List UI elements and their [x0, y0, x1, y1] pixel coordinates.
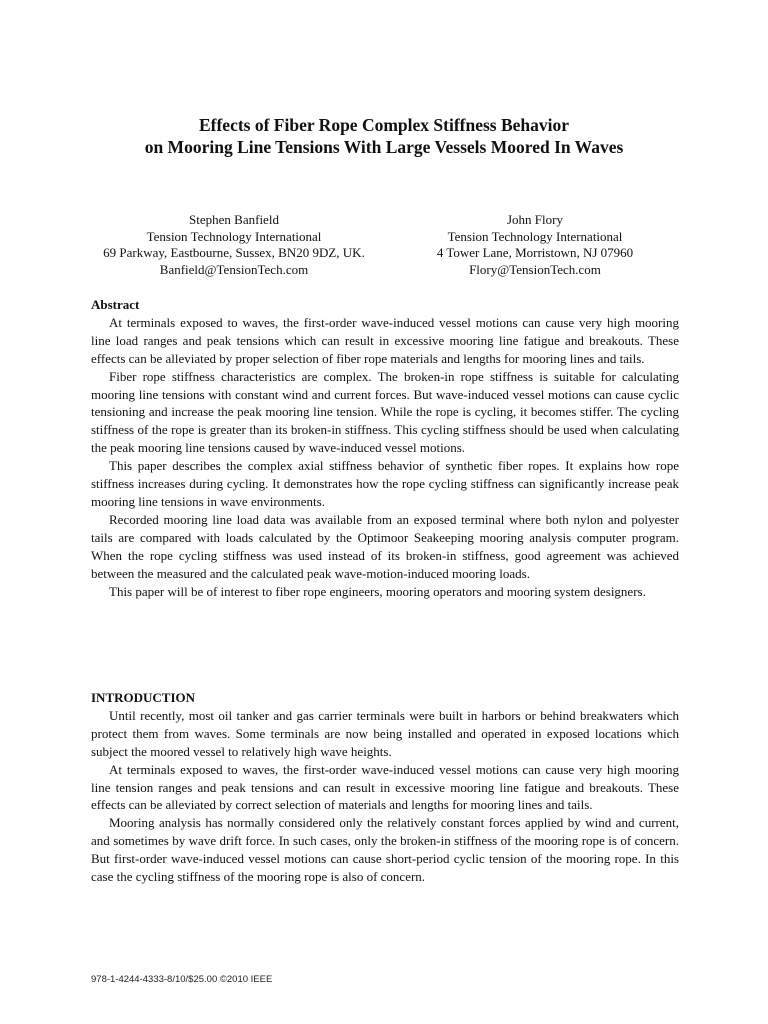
introduction-section — [91, 689, 679, 886]
author-email: Flory@TensionTech.com — [469, 261, 601, 277]
author-address: 4 Tower Lane, Morristown, NJ 07960 — [436, 245, 634, 261]
author-name: Stephen Banfield — [189, 212, 279, 227]
abstract-section — [91, 296, 679, 600]
author-name: John Flory — [507, 212, 563, 227]
author-block-2 — [365, 212, 705, 278]
author-email: Banfield@TensionTech.com — [159, 261, 309, 277]
abstract-paragraph: Fiber rope stiffness characteristics are complex. The broken-in rope stiffness is suitable for calculating mooring line tensions with constant wind and current forces. But wave-induced vessel motions can cause cyclic tensioning and increase the peak mooring line tension. While the rope is cycling, it becomes stiffer. The cycling stiffness of the rope is greater than its broken-in stiffness. This cycling stiffness should be used when calculating the peak mooring line tensions caused by wave-induced vessel motions. — [91, 368, 679, 456]
copyright-footer: 978-1-4244-4333-8/10/$25.00 ©2010 IEEE — [91, 974, 273, 985]
author-org: Tension Technology International — [146, 228, 322, 244]
abstract-paragraph: This paper will be of interest to fiber rope engineers, mooring operators and mooring system designers. — [109, 583, 646, 599]
abstract-paragraph: Recorded mooring line load data was available from an exposed terminal where both nylon and polyester tails are compared with loads calculated by the Optimoor Seakeeping mooring analysis computer program. When the rope cycling stiffness was used instead of its broken-in stiffness, good agreement was achieved between the measured and the calculated peak wave-motion-induced mooring loads. — [91, 511, 679, 581]
introduction-paragraph: Until recently, most oil tanker and gas carrier terminals were built in harbors or behind breakwaters which protect them from waves. Some terminals are now being installed and operated in exposed locations which subject the moored vessel to relatively high wave heights. — [91, 707, 679, 759]
author-address: 69 Parkway, Eastbourne, Sussex, BN20 9DZ, UK. — [103, 245, 365, 261]
introduction-paragraph: At terminals exposed to waves, the first-order wave-induced vessel motions can cause very high mooring line tension ranges and peak tensions and can result in excessive mooring line fatigue and breakouts. These effects can be alleviated by correct selection of materials and lengths for mooring lines and tails. — [91, 761, 679, 813]
title-line-1: Effects of Fiber Rope Complex Stiffness Behavior — [198, 115, 570, 135]
author-block-1 — [64, 212, 404, 278]
introduction-heading: INTRODUCTION — [91, 690, 196, 705]
abstract-paragraph: At terminals exposed to waves, the first-order wave-induced vessel motions can cause very high mooring line load ranges and peak tensions which can result in excessive mooring line fatigue and breakouts. These effects can be alleviated by proper selection of fiber rope materials and lengths for mooring lines and tails. — [91, 314, 679, 366]
author-org: Tension Technology International — [447, 228, 623, 244]
paper-title — [40, 114, 728, 158]
title-line-2: on Mooring Line Tensions With Large Vessels Moored In Waves — [144, 137, 624, 157]
abstract-heading: Abstract — [91, 297, 140, 312]
abstract-paragraph: This paper describes the complex axial stiffness behavior of synthetic fiber ropes. It explains how rope stiffness increases during cycling. It demonstrates how the rope cycling stiffness can significantly increase peak mooring line tensions in wave environments. — [91, 458, 679, 509]
introduction-paragraph: Mooring analysis has normally considered only the relatively constant forces applied by wind and current, and sometimes by wave drift force. In such cases, only the broken-in stiffness of the mooring rope is of concern. But first-order wave-induced vessel motions can cause short-period cyclic tension of the mooring rope. In this case the cycling stiffness of the mooring rope is also of concern. — [91, 815, 679, 885]
